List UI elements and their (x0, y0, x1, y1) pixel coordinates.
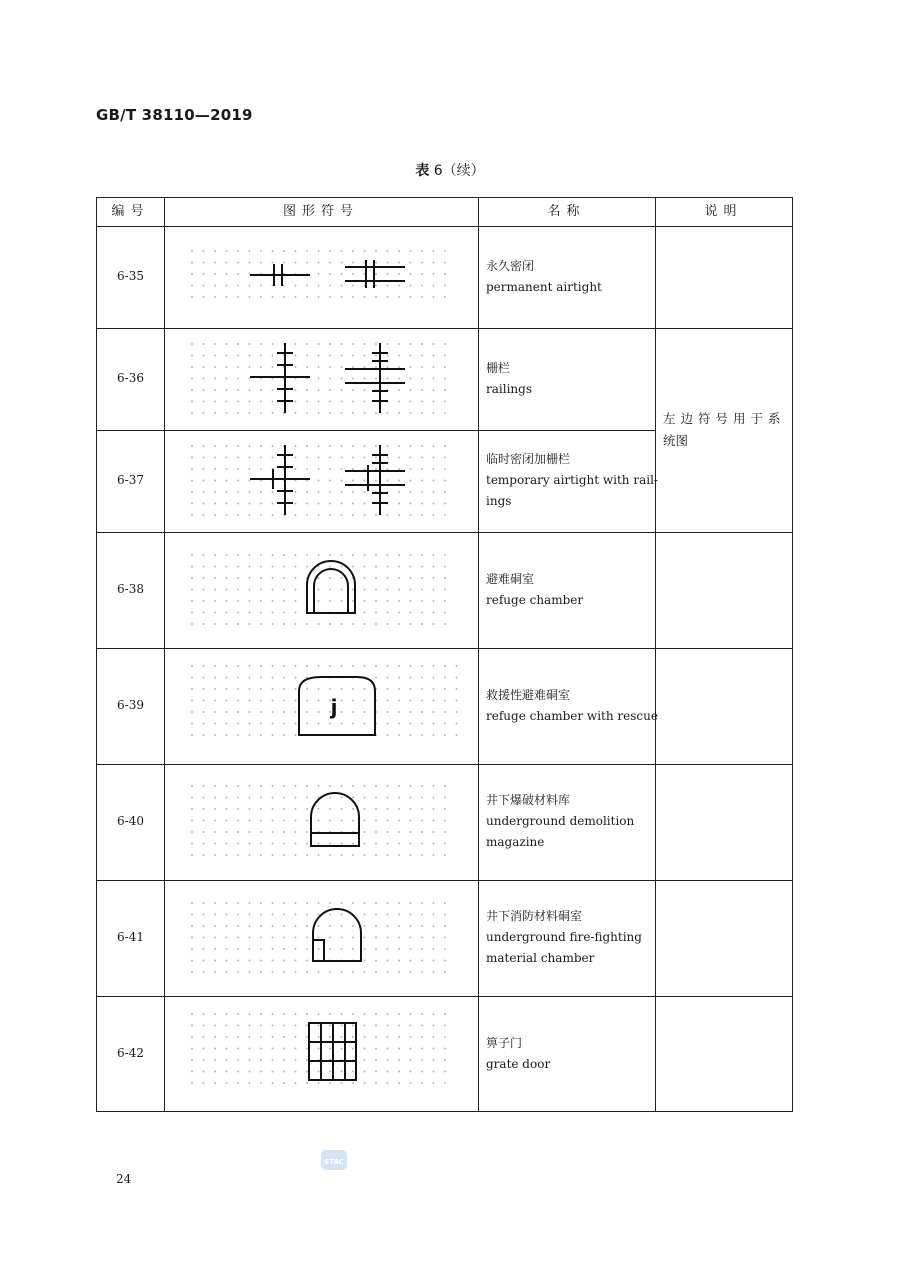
demolition-magazine-symbol (187, 781, 457, 861)
row-number: 6-38 (117, 582, 144, 596)
railings-symbol (187, 339, 457, 419)
row-number: 6-40 (117, 814, 144, 828)
page-number: 24 (116, 1172, 132, 1186)
header-note: 说明 (704, 204, 743, 219)
merged-note: 左边符号用于系 统图 (663, 411, 786, 448)
row-name: 栅栏 railings (486, 361, 532, 396)
table-caption (0, 160, 900, 180)
standard-number: GB/T 38110—2019 (96, 106, 253, 124)
stac-watermark (320, 1148, 350, 1172)
row-number: 6-35 (117, 269, 144, 283)
caption-prefix: 表 (415, 163, 430, 179)
header-number: 编号 (111, 204, 150, 219)
svg-text:STAC: STAC (324, 1158, 344, 1166)
rescue-letter: j (330, 695, 338, 719)
header-name: 名称 (547, 204, 586, 219)
symbol-table (96, 197, 793, 1112)
header-symbol: 图形符号 (282, 204, 359, 219)
fire-fighting-chamber-symbol (187, 898, 457, 978)
row-number: 6-41 (117, 930, 144, 944)
temporary-airtight-railings-symbol (187, 441, 457, 521)
permanent-airtight-symbol (187, 246, 457, 304)
row-name: 井下消防材料硐室 underground fire-fighting material chamber (486, 909, 642, 965)
row-number: 6-39 (117, 698, 144, 712)
refuge-chamber-rescue-symbol (187, 661, 459, 747)
row-name: 箅子门 grate door (486, 1036, 551, 1071)
row-name: 避难硐室 refuge chamber (486, 572, 584, 607)
row-number: 6-37 (117, 473, 144, 487)
refuge-chamber-symbol (187, 550, 457, 630)
row-name: 井下爆破材料库 underground demolition magazine (486, 793, 635, 849)
row-number: 6-36 (117, 371, 144, 385)
row-name: 临时密闭加栅栏 temporary airtight with rail- ings (486, 452, 658, 508)
caption-rest: 6（续） (429, 163, 485, 179)
row-number: 6-42 (117, 1046, 144, 1060)
row-name: 永久密闭 permanent airtight (486, 259, 602, 294)
row-name: 救援性避难硐室 refuge chamber with rescue (486, 688, 658, 723)
grate-door-symbol (187, 1009, 457, 1089)
